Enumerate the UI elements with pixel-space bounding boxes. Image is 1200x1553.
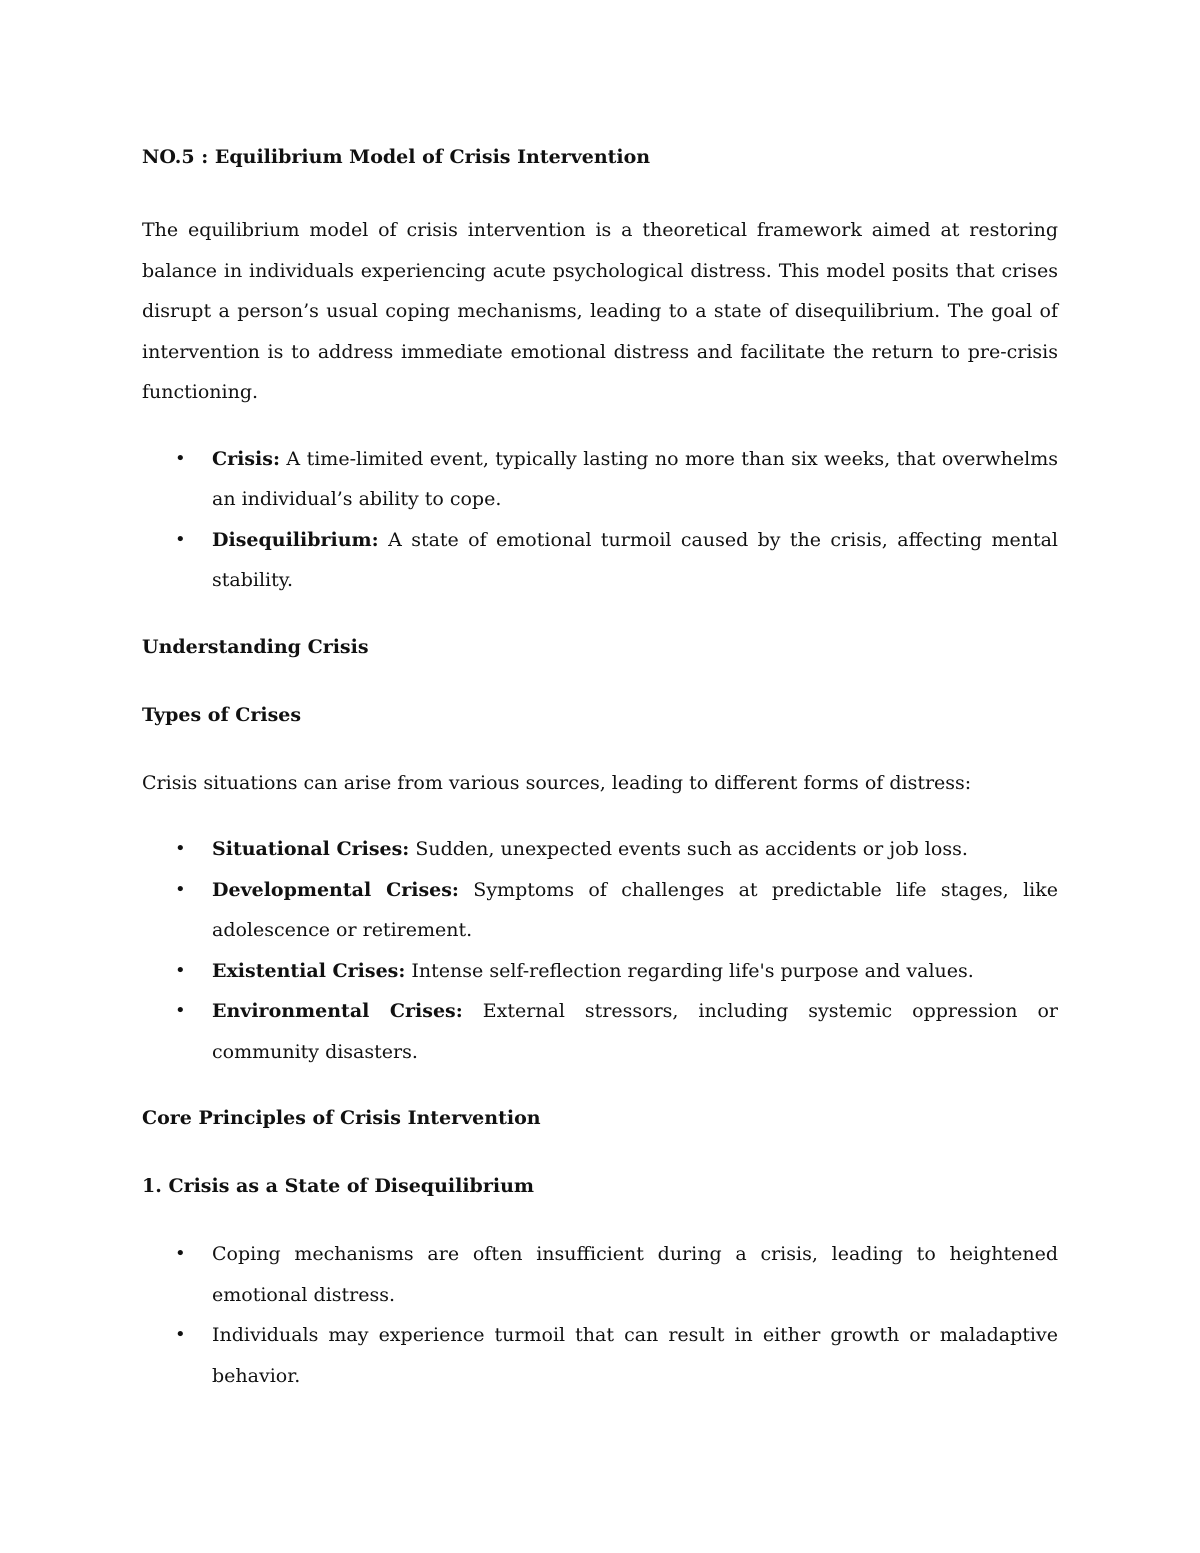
list-item [142,520,1058,601]
term-label: Existential Crises: [212,959,406,982]
definitions-list [142,439,1058,601]
term-text: A state of emotional turmoil caused by the crisis, affecting mental stability. [212,528,1058,591]
term-label: Situational Crises: [212,838,410,860]
term-text: Intense self-reflection regarding life's purpose and values. [405,959,974,982]
term-text: External stressors, including systemic oppression or community disasters. [212,1000,1058,1063]
section-heading-principles: Core Principles of Crisis Intervention [142,1107,541,1129]
list-item [142,439,1058,520]
list-item [142,870,1058,951]
bullet-icon: • [175,878,186,900]
bullet-icon: • [175,838,186,859]
principle-1-list [142,1234,1058,1396]
term-label: Disequilibrium: [212,528,379,551]
intro-paragraph: The equilibrium model of crisis intervention is a theoretical framework aimed at restoring balance in individuals experiencing acute psychological distress. This model posits that crises disrupt a person’s usual coping mechanisms, leading to a state of disequilibrium. The goal of intervention is to address immediate emotional distress and facilitate the return to pre-crisis functioning. [142,219,1058,403]
types-intro-paragraph: Crisis situations can arise from various sources, leading to different forms of distress: [142,771,972,794]
types-list [142,829,1058,1072]
bullet-icon: • [175,528,186,550]
point-text: Coping mechanisms are often insufficient during a crisis, leading to heightened emotional distress. [212,1243,1058,1306]
term-label: Crisis: [212,447,280,470]
point-text: Individuals may experience turmoil that can result in either growth or maladaptive behavior. [212,1324,1058,1387]
section-heading-principle-1: 1. Crisis as a State of Disequilibrium [142,1175,534,1197]
term-label: Environmental Crises: [212,1000,463,1022]
document-page [142,138,1058,1422]
section-heading-types: Types of Crises [142,703,302,726]
bullet-icon: • [175,1000,186,1021]
bullet-icon: • [175,959,186,981]
term-text: Sudden, unexpected events such as accidents or job loss. [409,838,968,860]
bullet-icon: • [175,1324,186,1345]
list-item [142,991,1058,1072]
term-text: Symptoms of challenges at predictable life stages, like adolescence or retirement. [212,878,1058,941]
section-heading-understanding: Understanding Crisis [142,635,369,658]
list-item [142,1315,1058,1396]
bullet-icon: • [175,447,186,469]
list-item [142,829,1058,870]
list-item [142,1234,1058,1315]
term-text: A time-limited event, typically lasting no more than six weeks, that overwhelms an individual’s ability to cope. [212,447,1058,510]
document-title: NO.5 : Equilibrium Model of Crisis Intervention [142,146,651,168]
bullet-icon: • [175,1243,186,1264]
list-item [142,951,1058,992]
term-label: Developmental Crises: [212,878,459,901]
